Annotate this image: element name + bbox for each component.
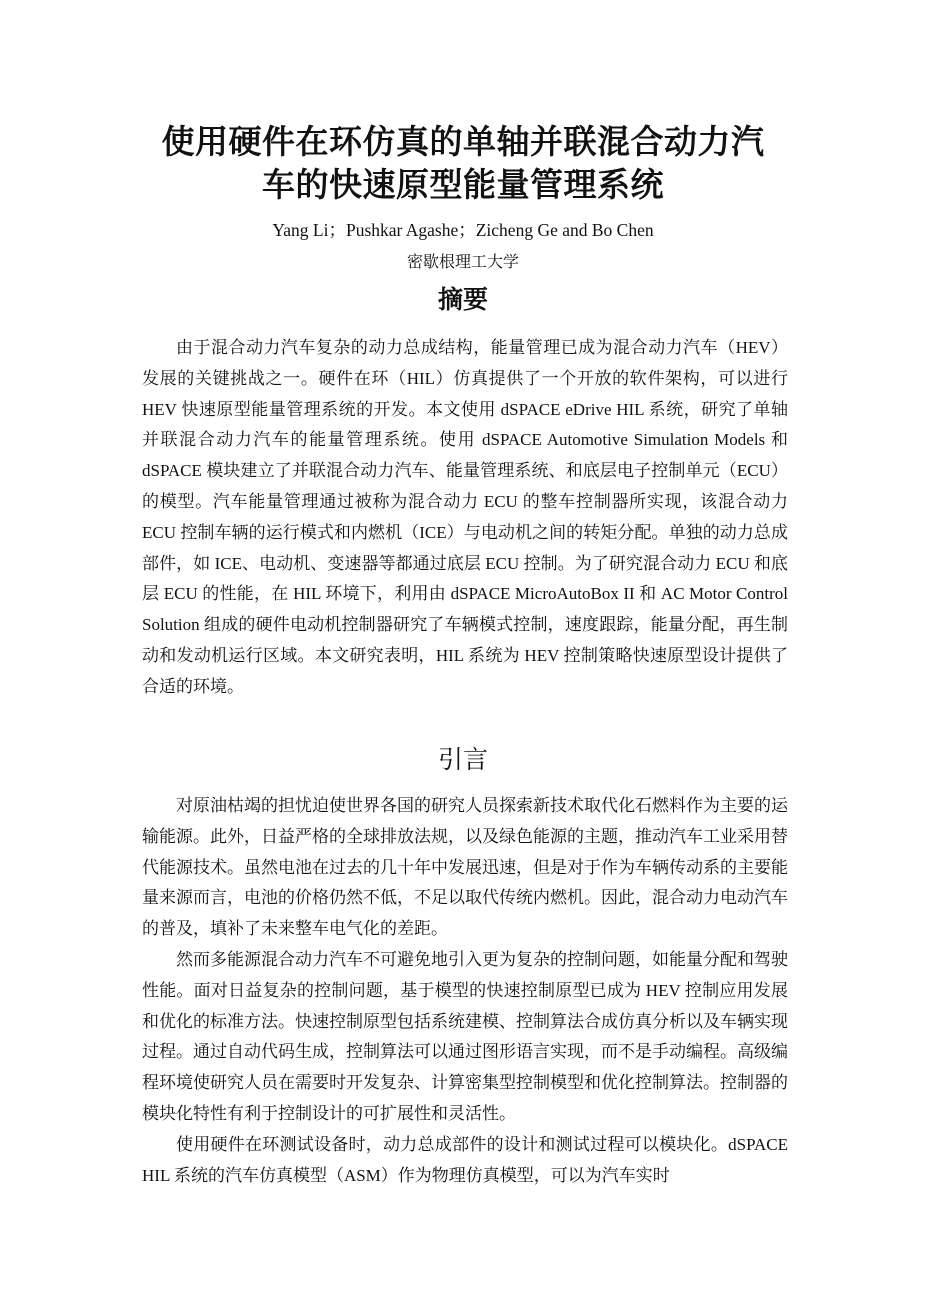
paper-title-line-1: 使用硬件在环仿真的单轴并联混合动力汽 — [161, 122, 765, 161]
abstract-paragraph: 由于混合动力汽车复杂的动力总成结构，能量管理已成为混合动力汽车（HEV）发展的关键挑战之一。硬件在环（HIL）仿真提供了一个开放的软件架构，可以进行 HEV 快速原型能量管理系统的开发。本文使用 dSPACE eDrive HIL 系统，研究了单轴并联混合动力汽车的能量管理系统。使用 dSPACE Automotive Simulation Models 和 dSPACE 模块建立了并联混合动力汽车、能量管理系统、和底层电子控制单元（ECU）的模型。汽车能量管理通过被称为混合动力 ECU 的整车控制器所实现，该混合动力 ECU 控制车辆的运行模式和内燃机（ICE）与电动机之间的转矩分配。单独的动力总成部件，如 ICE、电动机、变速器等都通过底层 ECU 控制。为了研究混合动力 ECU 和底层 ECU 的性能，在 HIL 环境下，利用由 dSPACE MicroAutoBox II 和 AC Motor Control Solution 组成的硬件电动机控制器研究了车辆模式控制，速度跟踪，能量分配，再生制动和发动机运行区域。本文研究表明，HIL 系统为 HEV 控制策略快速原型设计提供了合适的环境。 — [142, 338, 788, 696]
introduction-paragraph-2: 然而多能源混合动力汽车不可避免地引入更为复杂的控制问题，如能量分配和驾驶性能。面对日益复杂的控制问题，基于模型的快速控制原型已成为 HEV 控制应用发展和优化的标准方法。快速控制原型包括系统建模、控制算法合成仿真分析以及车辆实现过程。通过自动代码生成，控制算法可以通过图形语言实现，而不是手动编程。高级编程环境使研究人员在需要时开发复杂、计算密集型控制模型和优化控制算法。控制器的模块化特性有利于控制设计的可扩展性和灵活性。 — [142, 949, 788, 1123]
author-list: Yang Li；Pushkar Agashe；Zicheng Ge and Bo Chen — [272, 220, 654, 240]
introduction-body — [142, 791, 788, 1191]
introduction-heading: 引言 — [437, 745, 488, 774]
introduction-paragraph-1: 对原油枯竭的担忧迫使世界各国的研究人员探索新技术取代化石燃料作为主要的运输能源。此外，日益严格的全球排放法规，以及绿色能源的主题，推动汽车工业采用替代能源技术。虽然电池在过去的几十年中发展迅速，但是对于作为车辆传动系的主要能量来源而言，电池的价格仍然不低，不足以取代传统内燃机。因此，混合动力电动汽车的普及，填补了未来整车电气化的差距。 — [142, 796, 788, 939]
paper-title-line-2: 车的快速原型能量管理系统 — [262, 165, 664, 204]
affiliation: 密歇根理工大学 — [406, 252, 519, 271]
abstract-heading: 摘要 — [437, 285, 488, 314]
abstract-body — [142, 333, 788, 703]
introduction-paragraph-3: 使用硬件在环测试设备时，动力总成部件的设计和测试过程可以模块化。dSPACE HIL 系统的汽车仿真模型（ASM）作为物理仿真模型，可以为汽车实时 — [142, 1134, 788, 1185]
paper-title — [120, 120, 806, 206]
